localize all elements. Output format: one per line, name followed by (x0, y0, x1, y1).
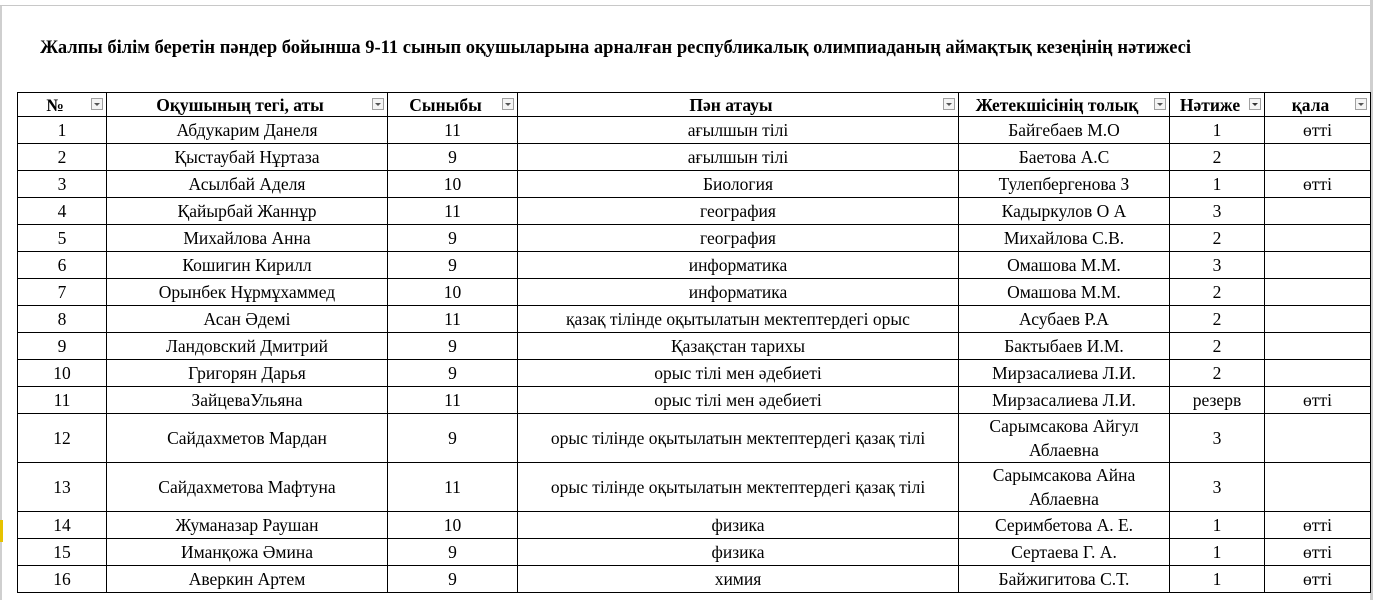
cell-subject[interactable]: орыс тілі мен әдебиеті (518, 360, 959, 387)
selected-row-marker (0, 520, 3, 542)
cell-result[interactable]: 3 (1170, 463, 1265, 512)
cell-teacher[interactable]: Баетова А.С (959, 144, 1170, 171)
table-row (18, 360, 1371, 387)
cell-number[interactable]: 7 (18, 279, 107, 306)
table-row (18, 144, 1371, 171)
cell-teacher[interactable]: Кадыркулов О А (959, 198, 1170, 225)
cell-grade[interactable]: 11 (388, 306, 518, 333)
cell-teacher[interactable]: Омашова М.М. (959, 279, 1170, 306)
cell-city[interactable]: өтті (1265, 171, 1371, 198)
cell-teacher[interactable]: Тулепбергенова З (959, 171, 1170, 198)
cell-teacher[interactable]: Бактыбаев И.М. (959, 333, 1170, 360)
cell-result[interactable]: 1 (1170, 539, 1265, 566)
header-row (18, 93, 1371, 117)
filter-funnel-icon[interactable] (1249, 98, 1261, 110)
cell-student-name[interactable]: Иманқожа Әмина (107, 539, 388, 566)
cell-teacher[interactable]: Байжигитова С.Т. (959, 566, 1170, 593)
cell-result[interactable]: 1 (1170, 512, 1265, 539)
cell-grade[interactable]: 11 (388, 387, 518, 414)
cell-city[interactable] (1265, 279, 1371, 306)
window-left-edge (0, 6, 2, 600)
table-row (18, 539, 1371, 566)
cell-city[interactable]: өтті (1265, 539, 1371, 566)
cell-city[interactable] (1265, 333, 1371, 360)
cell-student-name[interactable]: Григорян Дарья (107, 360, 388, 387)
cell-student-name[interactable]: Михайлова Анна (107, 225, 388, 252)
cell-result[interactable]: 2 (1170, 333, 1265, 360)
cell-grade[interactable]: 10 (388, 512, 518, 539)
cell-subject[interactable]: информатика (518, 252, 959, 279)
cell-result[interactable]: 3 (1170, 198, 1265, 225)
table-row (18, 279, 1371, 306)
cell-grade[interactable]: 11 (388, 117, 518, 144)
table-row (18, 414, 1371, 463)
cell-grade[interactable]: 9 (388, 539, 518, 566)
cell-student-name[interactable]: Сайдахметов Мардан (107, 414, 388, 463)
cell-subject[interactable]: ағылшын тілі (518, 117, 959, 144)
table-row (18, 198, 1371, 225)
cell-result[interactable]: 2 (1170, 144, 1265, 171)
cell-subject[interactable]: қазақ тілінде оқытылатын мектептердегі орыс (518, 306, 959, 333)
cell-result[interactable]: 2 (1170, 279, 1265, 306)
cell-number[interactable]: 6 (18, 252, 107, 279)
cell-city[interactable] (1265, 463, 1371, 512)
table-row (18, 117, 1371, 144)
cell-city[interactable] (1265, 225, 1371, 252)
table-row (18, 566, 1371, 593)
table-row (18, 171, 1371, 198)
table-row (18, 333, 1371, 360)
cell-teacher[interactable]: Мирзасалиева Л.И. (959, 360, 1170, 387)
cell-teacher[interactable]: Байгебаев М.О (959, 117, 1170, 144)
cell-student-name[interactable]: Қайырбай Жаннұр (107, 198, 388, 225)
cell-teacher[interactable]: Серимбетова А. Е. (959, 512, 1170, 539)
cell-result[interactable]: 1 (1170, 117, 1265, 144)
cell-subject[interactable]: орыс тілі мен әдебиеті (518, 387, 959, 414)
cell-grade[interactable]: 9 (388, 252, 518, 279)
cell-teacher[interactable]: Асубаев Р.А (959, 306, 1170, 333)
table-row (18, 463, 1371, 512)
filter-dropdown-icon[interactable] (502, 98, 514, 110)
cell-city[interactable]: өтті (1265, 566, 1371, 593)
cell-grade[interactable]: 10 (388, 171, 518, 198)
cell-number[interactable]: 2 (18, 144, 107, 171)
table-row (18, 225, 1371, 252)
cell-number[interactable]: 12 (18, 414, 107, 463)
cell-student-name[interactable]: Ландовский Дмитрий (107, 333, 388, 360)
filter-dropdown-icon[interactable] (1154, 98, 1166, 110)
header-teacher: Жетекшісінің толық (959, 93, 1170, 117)
table-row (18, 387, 1371, 414)
cell-student-name[interactable]: Аверкин Артем (107, 566, 388, 593)
cell-subject[interactable]: орыс тілінде оқытылатын мектептердегі қазақ тілі (518, 414, 959, 463)
cell-subject[interactable]: география (518, 198, 959, 225)
cell-city[interactable]: өтті (1265, 512, 1371, 539)
cell-number[interactable]: 10 (18, 360, 107, 387)
header-grade: Сыныбы (388, 93, 518, 117)
cell-teacher[interactable]: Сертаева Г. А. (959, 539, 1170, 566)
header-student-name: Оқушының тегі, аты (107, 93, 388, 117)
cell-student-name[interactable]: Кошигин Кирилл (107, 252, 388, 279)
filter-dropdown-icon[interactable] (91, 98, 103, 110)
cell-subject[interactable]: орыс тілінде оқытылатын мектептердегі қазақ тілі (518, 463, 959, 512)
cell-result[interactable]: 2 (1170, 360, 1265, 387)
cell-number[interactable]: 4 (18, 198, 107, 225)
cell-city[interactable]: өтті (1265, 387, 1371, 414)
cell-subject[interactable]: физика (518, 539, 959, 566)
cell-grade[interactable]: 10 (388, 279, 518, 306)
header-subject: Пән атауы (518, 93, 959, 117)
cell-student-name[interactable]: Жуманазар Раушан (107, 512, 388, 539)
cell-student-name[interactable]: Асан Әдемі (107, 306, 388, 333)
cell-student-name[interactable]: Орынбек Нұрмұхаммед (107, 279, 388, 306)
cell-subject[interactable]: ағылшын тілі (518, 144, 959, 171)
cell-city[interactable] (1265, 252, 1371, 279)
filter-dropdown-icon[interactable] (943, 98, 955, 110)
cell-grade[interactable]: 11 (388, 198, 518, 225)
cell-grade[interactable]: 11 (388, 463, 518, 512)
table-row (18, 512, 1371, 539)
cell-city[interactable] (1265, 414, 1371, 463)
cell-teacher[interactable]: Мирзасалиева Л.И. (959, 387, 1170, 414)
window-top-edge (0, 0, 1373, 6)
table-row (18, 252, 1371, 279)
cell-result[interactable]: 2 (1170, 306, 1265, 333)
cell-grade[interactable]: 9 (388, 566, 518, 593)
cell-teacher[interactable]: Михайлова С.В. (959, 225, 1170, 252)
cell-number[interactable]: 14 (18, 512, 107, 539)
cell-number[interactable]: 9 (18, 333, 107, 360)
cell-city[interactable] (1265, 198, 1371, 225)
cell-grade[interactable]: 9 (388, 333, 518, 360)
cell-grade[interactable]: 9 (388, 225, 518, 252)
cell-grade[interactable]: 9 (388, 144, 518, 171)
cell-result[interactable]: 1 (1170, 171, 1265, 198)
cell-teacher[interactable]: Сарымсакова Айгул Аблаевна (959, 414, 1170, 463)
header-city: қала (1265, 93, 1371, 117)
cell-subject[interactable]: химия (518, 566, 959, 593)
cell-city[interactable] (1265, 144, 1371, 171)
cell-subject[interactable]: физика (518, 512, 959, 539)
cell-subject[interactable]: Қазақстан тарихы (518, 333, 959, 360)
cell-subject[interactable]: география (518, 225, 959, 252)
document-title: Жалпы білім беретін пәндер бойынша 9-11 сынып оқушыларына арналған республикалық олимпиаданың аймақтық кезеңінің нәтижесі (40, 38, 1192, 58)
filter-dropdown-icon[interactable] (1355, 98, 1367, 110)
cell-result[interactable]: 3 (1170, 252, 1265, 279)
cell-subject[interactable]: Биология (518, 171, 959, 198)
cell-number[interactable]: 5 (18, 225, 107, 252)
cell-city[interactable]: өтті (1265, 117, 1371, 144)
cell-subject[interactable]: информатика (518, 279, 959, 306)
cell-student-name[interactable]: ЗайцеваУльяна (107, 387, 388, 414)
cell-number[interactable]: 1 (18, 117, 107, 144)
results-table (17, 92, 1371, 593)
filter-dropdown-icon[interactable] (372, 98, 384, 110)
cell-number[interactable]: 8 (18, 306, 107, 333)
cell-city[interactable] (1265, 360, 1371, 387)
header-result: Нәтиже (1170, 93, 1265, 117)
cell-student-name[interactable]: Сайдахметова Мафтуна (107, 463, 388, 512)
cell-city[interactable] (1265, 306, 1371, 333)
cell-number[interactable]: 15 (18, 539, 107, 566)
cell-result[interactable]: 3 (1170, 414, 1265, 463)
cell-student-name[interactable]: Қыстаубай Нұртаза (107, 144, 388, 171)
header-number: № (18, 93, 107, 117)
cell-student-name[interactable]: Абдукарим Данеля (107, 117, 388, 144)
cell-result[interactable]: резерв (1170, 387, 1265, 414)
cell-number[interactable]: 3 (18, 171, 107, 198)
table-row (18, 306, 1371, 333)
cell-number[interactable]: 11 (18, 387, 107, 414)
cell-result[interactable]: 2 (1170, 225, 1265, 252)
cell-grade[interactable]: 9 (388, 414, 518, 463)
cell-number[interactable]: 13 (18, 463, 107, 512)
cell-teacher[interactable]: Сарымсакова Айна Аблаевна (959, 463, 1170, 512)
cell-student-name[interactable]: Асылбай Аделя (107, 171, 388, 198)
cell-teacher[interactable]: Омашова М.М. (959, 252, 1170, 279)
cell-result[interactable]: 1 (1170, 566, 1265, 593)
cell-grade[interactable]: 9 (388, 360, 518, 387)
cell-number[interactable]: 16 (18, 566, 107, 593)
